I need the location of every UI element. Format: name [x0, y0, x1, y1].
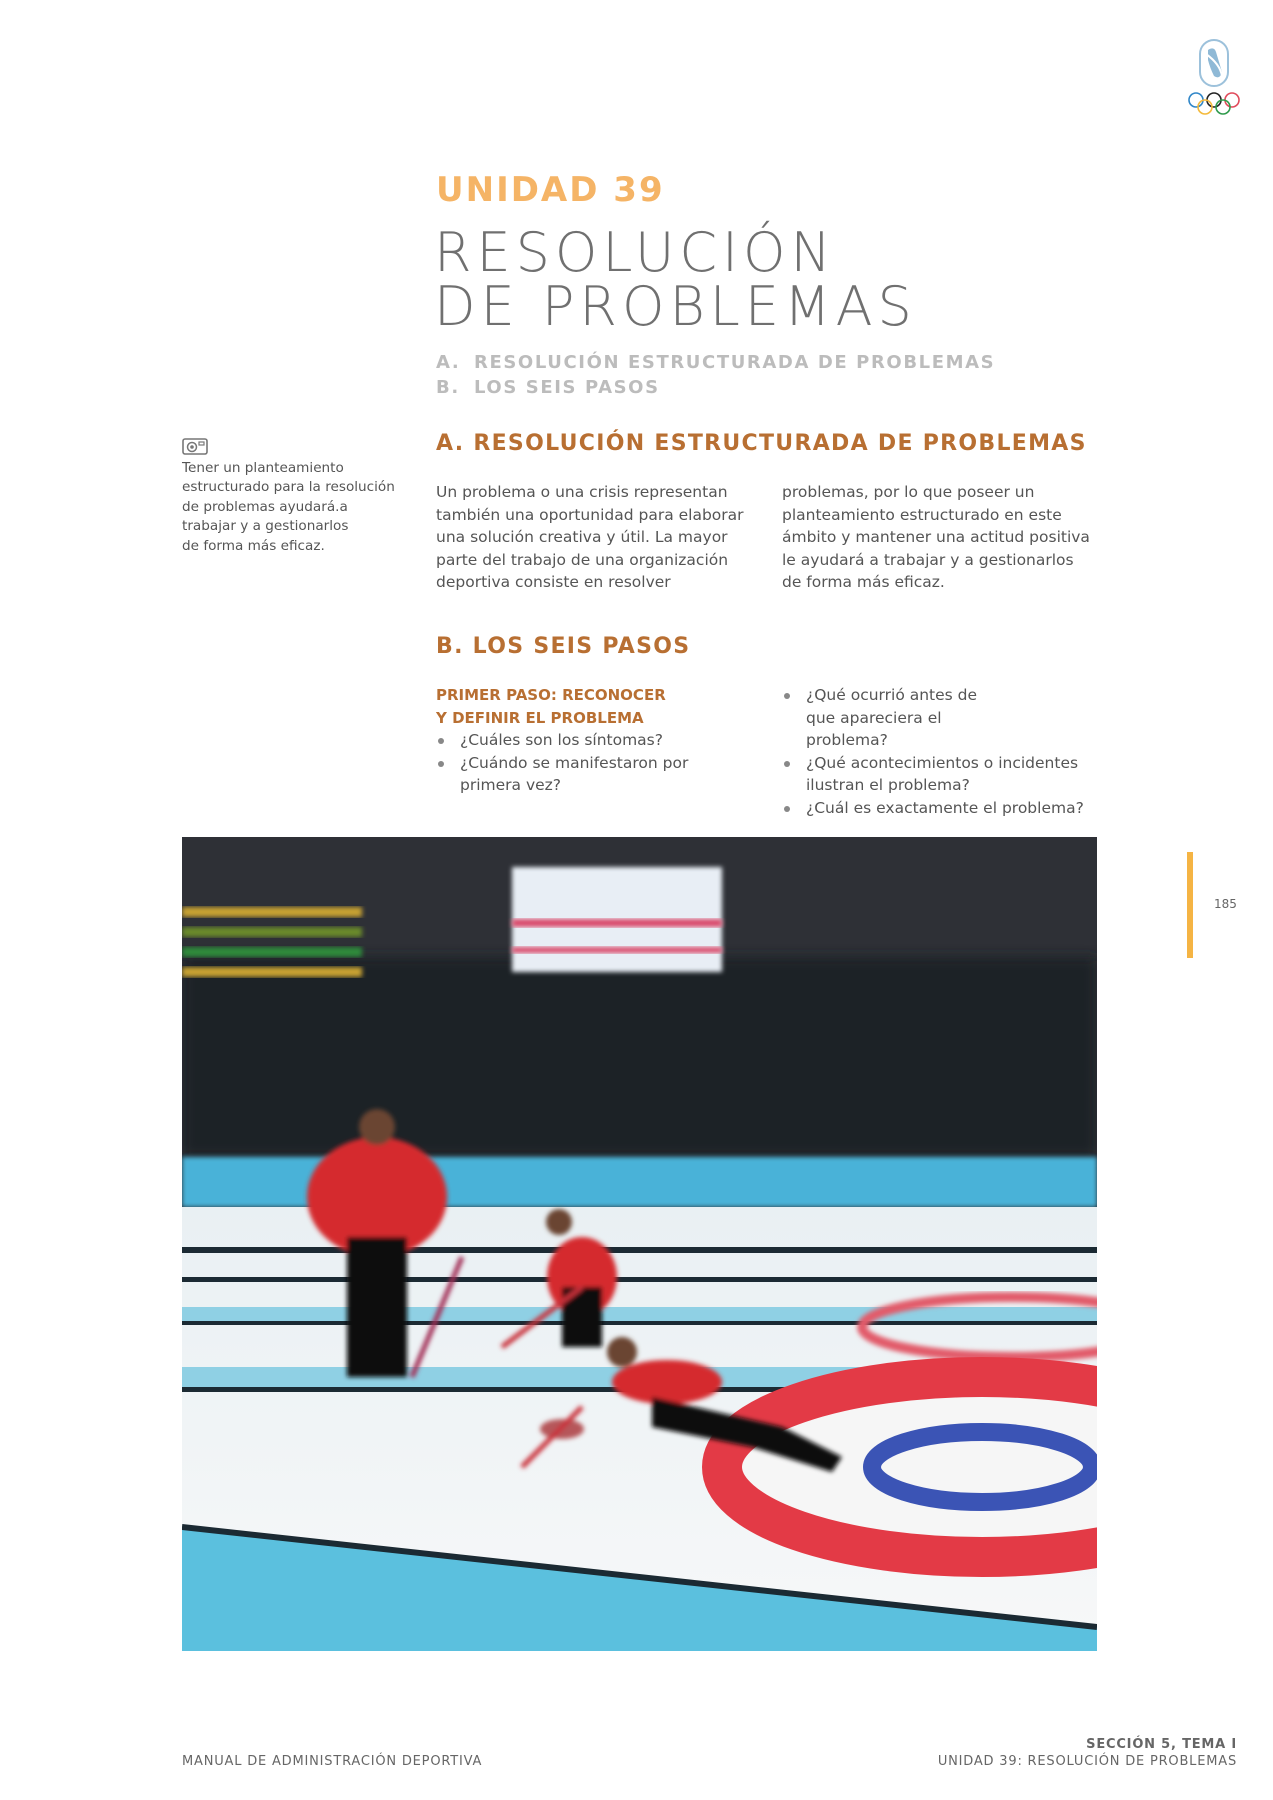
- caption-line: trabajar y a gestionarlos: [182, 518, 349, 535]
- step-title: [436, 684, 736, 729]
- body-line: Un problema o una crisis representan: [436, 483, 728, 501]
- body-line: también una oportunidad para elaborar: [436, 505, 744, 524]
- section-a-body-right: [782, 481, 1112, 594]
- page-number: 185: [1214, 897, 1237, 911]
- bullet-item: ¿Cuándo se manifestaron por primera vez?: [436, 752, 700, 797]
- body-line: planteamiento estructurado en este: [782, 505, 1062, 524]
- bullet-item: ¿Qué ocurrió antes de que apareciera el problema?: [782, 684, 1006, 752]
- camera-icon: [182, 437, 208, 455]
- toc-item-a[interactable]: [436, 352, 995, 373]
- sidebar-caption: [182, 459, 412, 556]
- section-a-body-left: [436, 481, 756, 594]
- step-title-line: Y DEFINIR EL PROBLEMA: [436, 708, 644, 727]
- caption-line: de problemas ayudará.a: [182, 498, 348, 515]
- toc-letter: A.: [436, 352, 461, 373]
- caption-line: Tener un planteamiento: [182, 460, 344, 476]
- curling-photo: [182, 837, 1097, 1651]
- footer-manual-title: MANUAL DE ADMINISTRACIÓN DEPORTIVA: [182, 1754, 483, 1769]
- toc-letter: B.: [436, 377, 460, 398]
- body-line: le ayudará a trabajar y a gestionarlos: [782, 550, 1074, 569]
- bullets-left: [436, 729, 736, 797]
- section-b-heading: B. LOS SEIS PASOS: [436, 634, 691, 659]
- body-line: una solución creativa y útil. La mayor: [436, 528, 728, 547]
- bullet-item: ¿Cuál es exactamente el problema?: [782, 797, 1112, 820]
- caption-line: estructurado para la resolución: [182, 479, 395, 496]
- page-title-line2: DE PROBLEMAS: [434, 275, 917, 338]
- body-line: deportiva consiste en resolver: [436, 573, 671, 592]
- page-accent-bar: [1187, 852, 1193, 958]
- step-title-line: PRIMER PASO: RECONOCER: [436, 686, 666, 704]
- page-title-line1: RESOLUCIÓN: [434, 221, 836, 284]
- toc-item-b[interactable]: [436, 377, 660, 398]
- footer-section: SECCIÓN 5, TEMA I: [1086, 1737, 1237, 1752]
- body-line: problemas, por lo que poseer un: [782, 483, 1035, 501]
- bullets-right: [782, 684, 1112, 820]
- toc-label: RESOLUCIÓN ESTRUCTURADA DE PROBLEMAS: [474, 352, 996, 373]
- bullet-item: ¿Qué acontecimientos o incidentes ilustran el problema?: [782, 752, 1096, 797]
- section-a-heading: A. RESOLUCIÓN ESTRUCTURADA DE PROBLEMAS: [436, 431, 1087, 456]
- footer-unit: UNIDAD 39: RESOLUCIÓN DE PROBLEMAS: [937, 1754, 1237, 1769]
- body-line: parte del trabajo de una organización: [436, 550, 729, 569]
- bullet-item: ¿Cuáles son los síntomas?: [436, 729, 736, 752]
- caption-line: de forma más eficaz.: [182, 537, 325, 554]
- body-line: ámbito y mantener una actitud positiva: [782, 528, 1090, 547]
- olympic-solidarity-logo: [1186, 38, 1242, 122]
- unit-label: UNIDAD 39: [436, 170, 665, 210]
- body-line: de forma más eficaz.: [782, 573, 945, 592]
- toc-label: LOS SEIS PASOS: [474, 377, 660, 398]
